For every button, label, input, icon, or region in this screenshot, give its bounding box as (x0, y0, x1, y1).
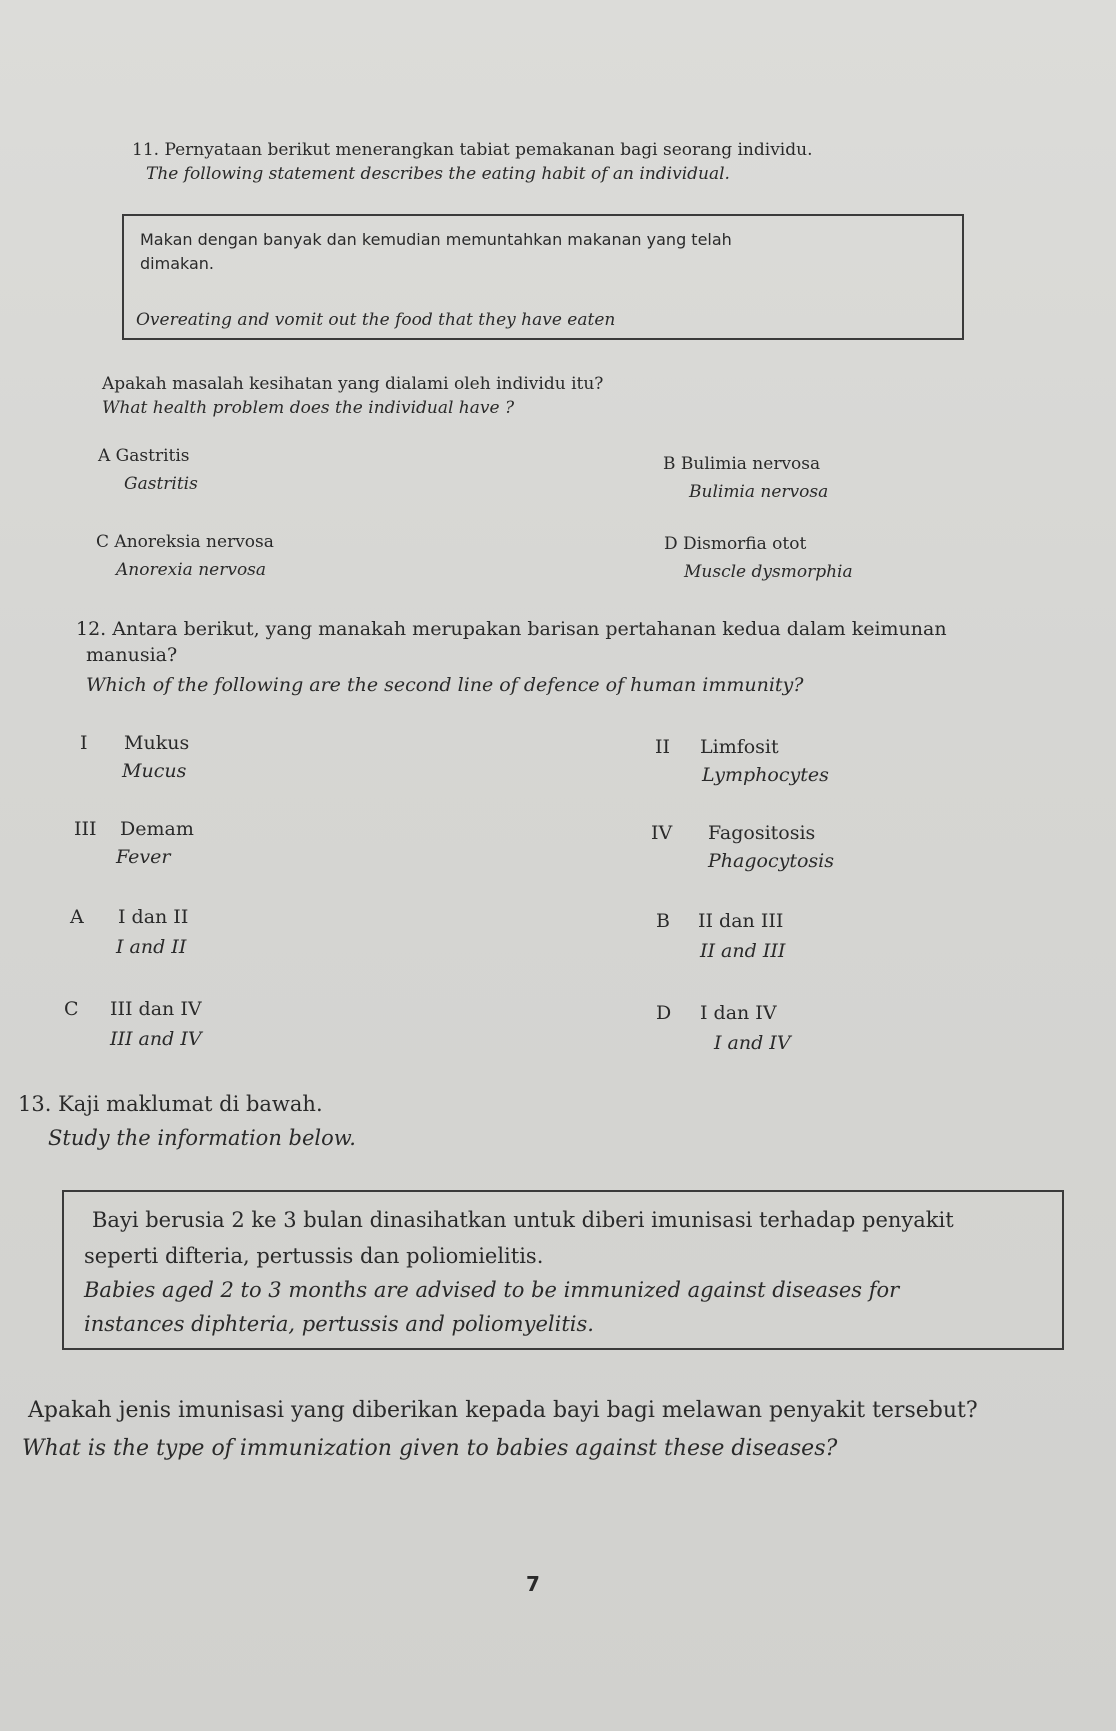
q12-option-c-letter: C (64, 998, 79, 1020)
q11-stem-en: The following statement describes the eating habit of an individual. (146, 164, 730, 184)
q11-box-en: Overeating and vomit out the food that they have eaten (136, 310, 616, 330)
q11-option-b: B Bulimia nervosa (663, 454, 821, 474)
q11-option-a: A Gastritis (98, 446, 190, 466)
q13-box-en-line1: Babies aged 2 to 3 months are advised to be immunized against diseases for (84, 1278, 900, 1302)
q11-stem-ms: 11. Pernyataan berikut menerangkan tabiat pemakanan bagi seorang individu. (132, 140, 813, 160)
q12-option-b-letter: B (656, 910, 670, 932)
q12-item-4-num: IV (651, 822, 673, 844)
q12-item-3-en: Fever (116, 846, 171, 868)
q12-option-a-ms: I dan II (118, 906, 189, 928)
q11-box-ms-line1: Makan dengan banyak dan kemudian memuntahkan makanan yang telah (140, 230, 732, 249)
q12-stem-ms-line2: manusia? (86, 644, 178, 666)
q12-option-c-en: III and IV (110, 1028, 202, 1050)
q12-option-b-en: II and III (700, 940, 786, 962)
q12-item-2-en: Lymphocytes (702, 764, 829, 786)
q12-stem-en: Which of the following are the second line of defence of human immunity? (86, 674, 804, 696)
q12-option-b-ms: II dan III (698, 910, 784, 932)
page-number: 7 (526, 1572, 540, 1596)
q12-item-1-en: Mucus (122, 760, 187, 782)
q12-item-4-en: Phagocytosis (708, 850, 834, 872)
q12-option-c-ms: III dan IV (110, 998, 202, 1020)
q11-option-a-en: Gastritis (124, 474, 198, 494)
q13-box-ms-line2: seperti difteria, pertussis dan poliomielitis. (84, 1244, 544, 1268)
q12-item-2-num: II (655, 736, 671, 758)
q11-option-d: D Dismorfia otot (664, 534, 807, 554)
q11-box-ms-line2: dimakan. (140, 254, 215, 273)
q12-item-1-ms: Mukus (124, 732, 190, 754)
q13-box-ms-line1: Bayi berusia 2 ke 3 bulan dinasihatkan untuk diberi imunisasi terhadap penyakit (92, 1208, 954, 1232)
q12-stem-ms-line1: 12. Antara berikut, yang manakah merupakan barisan pertahanan kedua dalam keimunan (76, 618, 947, 640)
q11-question-en: What health problem does the individual have ? (102, 398, 515, 418)
q12-item-1-num: I (80, 732, 88, 754)
q11-option-c-en: Anorexia nervosa (116, 560, 267, 580)
q12-option-d-letter: D (656, 1002, 672, 1024)
q12-item-4-ms: Fagositosis (708, 822, 816, 844)
q13-stem-ms: 13. Kaji maklumat di bawah. (18, 1092, 323, 1116)
q12-option-a-letter: A (70, 906, 84, 928)
q13-question-en: What is the type of immunization given to babies against these diseases? (22, 1436, 838, 1461)
q13-question-ms: Apakah jenis imunisasi yang diberikan kepada bayi bagi melawan penyakit tersebut? (28, 1398, 978, 1423)
q12-option-d-en: I and IV (714, 1032, 791, 1054)
q13-box-en-line2: instances diphteria, pertussis and poliomyelitis. (84, 1312, 594, 1336)
q11-option-b-en: Bulimia nervosa (689, 482, 829, 502)
q13-stem-en: Study the information below. (48, 1126, 356, 1150)
q12-item-2-ms: Limfosit (700, 736, 779, 758)
q12-item-3-num: III (74, 818, 97, 840)
q11-option-d-en: Muscle dysmorphia (684, 562, 853, 582)
q12-item-3-ms: Demam (120, 818, 194, 840)
q11-question-ms: Apakah masalah kesihatan yang dialami oleh individu itu? (102, 374, 604, 394)
q12-option-a-en: I and II (116, 936, 187, 958)
q12-option-d-ms: I dan IV (700, 1002, 777, 1024)
q11-option-c: C Anoreksia nervosa (96, 532, 274, 552)
